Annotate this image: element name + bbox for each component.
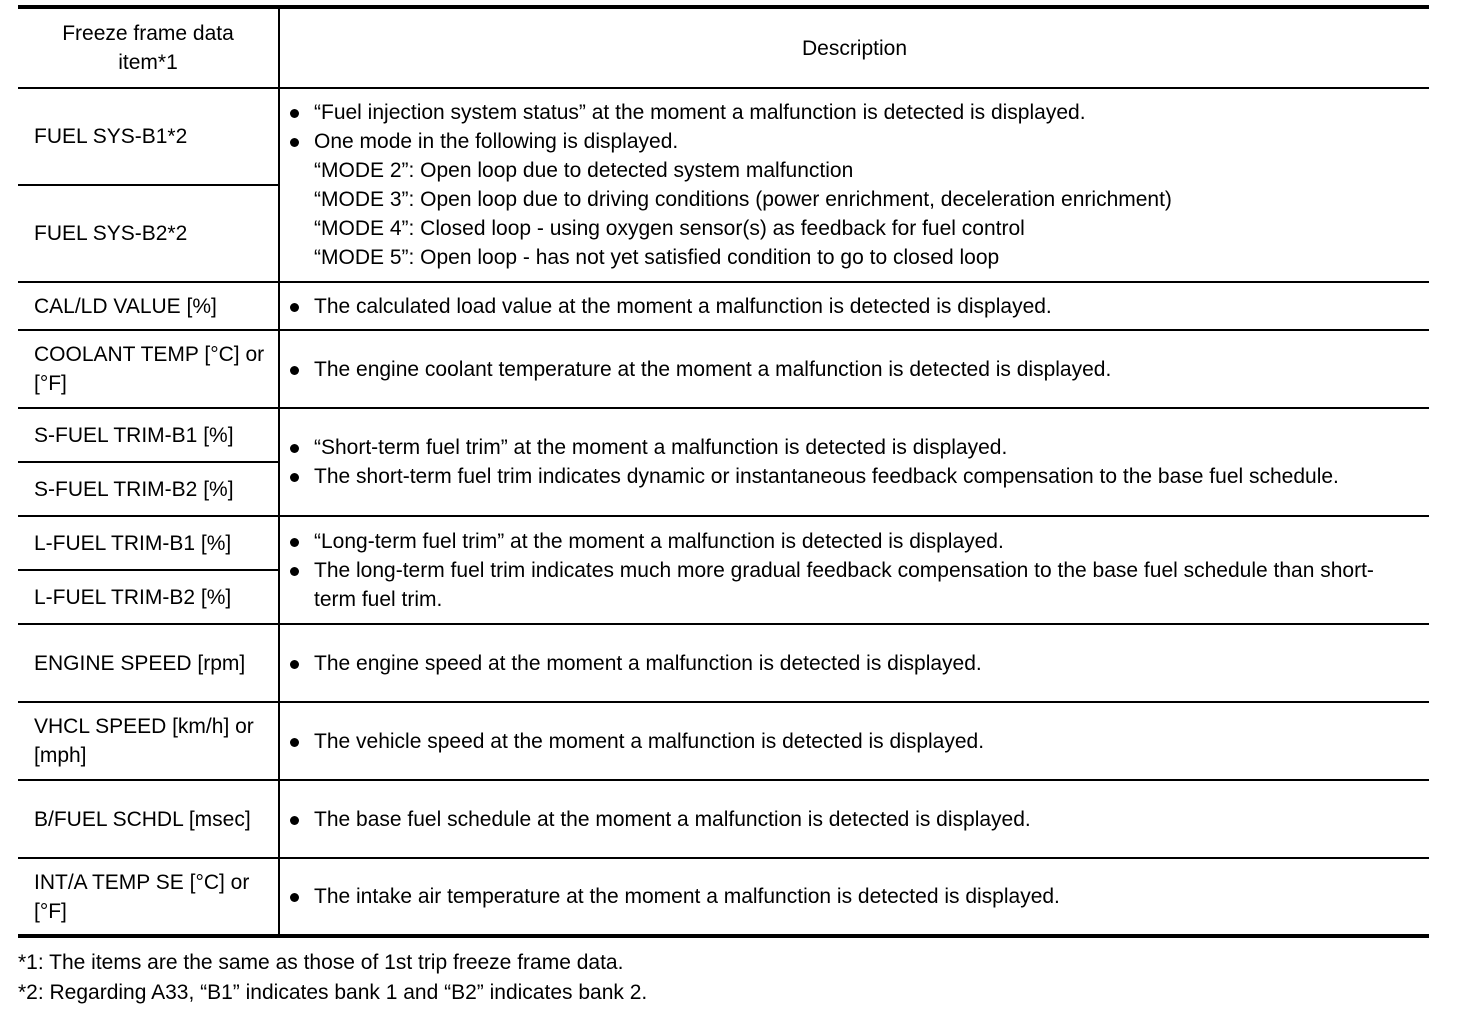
mode-line: “MODE 4”: Closed loop - using oxygen sensor(s) as feedback for fuel control (314, 217, 1025, 240)
table-row (18, 780, 1429, 858)
item-cell: S-FUEL TRIM-B2 [%] (18, 462, 279, 516)
description-cell (279, 88, 1429, 282)
bullet-item: The calculated load value at the moment a malfunction is detected is displayed. (286, 292, 1409, 321)
table-row (18, 408, 1429, 462)
bullet-item: The base fuel schedule at the moment a malfunction is detected is displayed. (286, 805, 1409, 834)
bullet-item: The short-term fuel trim indicates dynamic or instantaneous feedback compensation to the base fuel schedule. (286, 462, 1409, 491)
description-cell (279, 702, 1429, 780)
freeze-frame-table (18, 5, 1429, 938)
item-cell: L-FUEL TRIM-B1 [%] (18, 516, 279, 570)
item-cell: L-FUEL TRIM-B2 [%] (18, 570, 279, 624)
footnote-2: *2: Regarding A33, “B1” indicates bank 1 and “B2” indicates bank 2. (18, 981, 648, 1004)
table-header-row (18, 7, 1429, 88)
bullet-item: “Long-term fuel trim” at the moment a malfunction is detected is displayed. (286, 527, 1409, 556)
item-cell: FUEL SYS-B1*2 (18, 88, 279, 185)
table-row (18, 858, 1429, 936)
document (18, 5, 1429, 1008)
table-row (18, 88, 1429, 185)
footnotes (18, 948, 1429, 1008)
bullet-item: The long-term fuel trim indicates much more gradual feedback compensation to the base fuel schedule than short-term fuel trim. (286, 556, 1409, 614)
item-cell: S-FUEL TRIM-B1 [%] (18, 408, 279, 462)
bullet-item: One mode in the following is displayed. (286, 127, 1409, 156)
item-column-header: Freeze frame data item*1 (18, 7, 279, 88)
bullet-item: “Fuel injection system status” at the moment a malfunction is detected is displayed. (286, 98, 1409, 127)
bullet-item: “Short-term fuel trim” at the moment a malfunction is detected is displayed. (286, 433, 1409, 462)
item-cell: VHCL SPEED [km/h] or [mph] (18, 702, 279, 780)
bullet-item: The engine speed at the moment a malfunction is detected is displayed. (286, 649, 1409, 678)
item-cell: FUEL SYS-B2*2 (18, 185, 279, 282)
description-cell (279, 858, 1429, 936)
table-row (18, 702, 1429, 780)
item-cell: B/FUEL SCHDL [msec] (18, 780, 279, 858)
description-cell (279, 330, 1429, 408)
item-cell: INT/A TEMP SE [°C] or [°F] (18, 858, 279, 936)
item-cell: ENGINE SPEED [rpm] (18, 624, 279, 702)
bullet-list (286, 98, 1409, 156)
table-row (18, 624, 1429, 702)
bullet-item: The vehicle speed at the moment a malfunction is detected is displayed. (286, 727, 1409, 756)
description-cell (279, 780, 1429, 858)
table-row (18, 282, 1429, 330)
mode-line: “MODE 2”: Open loop due to detected system malfunction (314, 159, 854, 182)
table-row (18, 330, 1429, 408)
item-cell: CAL/LD VALUE [%] (18, 282, 279, 330)
bullet-item: The intake air temperature at the moment a malfunction is detected is displayed. (286, 882, 1409, 911)
description-cell (279, 282, 1429, 330)
bullet-item: The engine coolant temperature at the moment a malfunction is detected is displayed. (286, 355, 1409, 384)
description-column-header: Description (279, 7, 1429, 88)
description-cell (279, 624, 1429, 702)
description-cell (279, 408, 1429, 516)
mode-list (286, 156, 1409, 272)
table-row (18, 516, 1429, 570)
description-cell (279, 516, 1429, 624)
mode-line: “MODE 5”: Open loop - has not yet satisfied condition to go to closed loop (314, 246, 1000, 269)
footnote-1: *1: The items are the same as those of 1st trip freeze frame data. (18, 951, 624, 974)
mode-line: “MODE 3”: Open loop due to driving conditions (power enrichment, deceleration enrichment) (314, 188, 1172, 211)
item-cell: COOLANT TEMP [°C] or [°F] (18, 330, 279, 408)
